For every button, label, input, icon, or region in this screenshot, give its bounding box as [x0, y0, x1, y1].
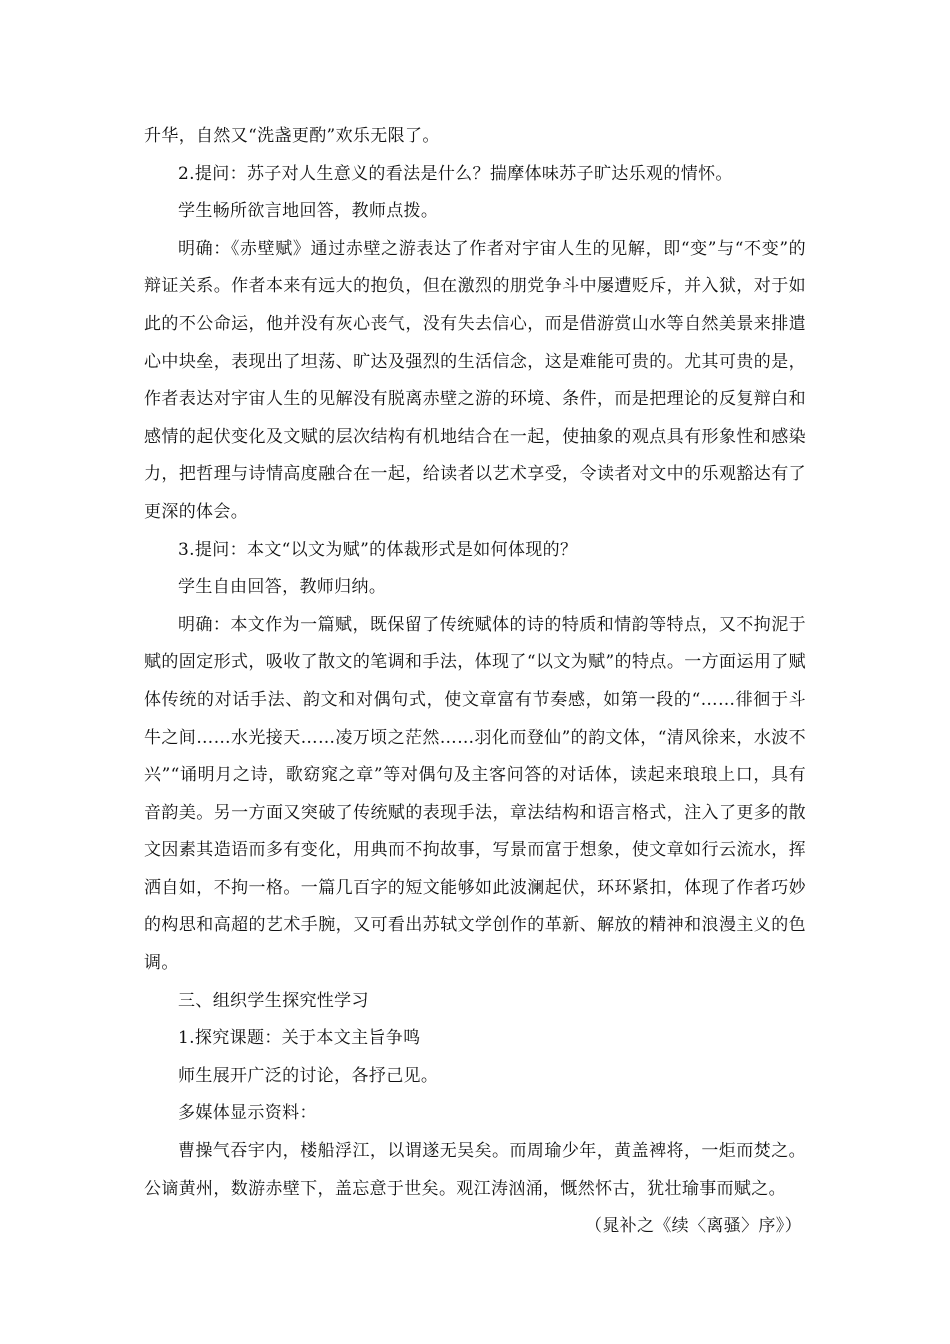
question-2: 2.提问：苏子对人生意义的看法是什么？揣摩体味苏子旷达乐观的情怀。	[178, 163, 733, 184]
answer-2: 明确：《赤壁赋》通过赤壁之游表达了作者对宇宙人生的见解，即“变”与“不变”的辩证关系。作者本来有远大的抱负，但在激烈的朋党争斗中屡遭贬斥，并入狱，对于如此的不公命运，他并没有灰心丧气，没有失去信心，而是借游赏山水等自然美景来排遣心中块垒，表现出了坦荡、旷达及强烈的生活信念，这是难能可贵的。尤其可贵的是，作者表达对宇宙人生的见解没有脱离赤壁之游的环境、条件，而是把理论的反复辩白和感情的起伏变化及文赋的层次结构有机地结合在一起，使抽象的观点具有形象性和感染力，把哲理与诗情高度融合在一起，给读者以艺术享受，令读者对文中的乐观豁达有了更深的体会。	[144, 238, 806, 522]
answer-3: 明确：本文作为一篇赋，既保留了传统赋体的诗的特质和情韵等特点，又不拘泥于赋的固定形式，吸收了散文的笔调和手法，体现了“以文为赋”的特点。一方面运用了赋体传统的对话手法、韵文和对偶句式，使文章富有节奏感，如第一段的“……徘徊于斗牛之间……水光接天……凌万顷之茫然……羽化而登仙”的韵文体，“清风徐来，水波不兴”“诵明月之诗，歌窈窕之章”等对偶句及主客问答的对话体，读起来琅琅上口，具有音韵美。另一方面又突破了传统赋的表现手法，章法结构和语言格式，注入了更多的散文因素其造语而多有变化，用典而不拘故事，写景而富于想象，使文章如行云流水，挥洒自如，不拘一格。一篇几百字的短文能够如此波澜起伏，环环紧扣，体现了作者巧妙的构思和高超的艺术手腕，又可看出苏轼文学创作的革新、解放的精神和浪漫主义的色调。	[144, 614, 806, 974]
multimedia-label: 多媒体显示资料：	[178, 1103, 317, 1124]
student-response-3: 学生自由回答，教师归纳。	[178, 577, 387, 598]
discussion-note: 师生展开广泛的讨论，各抒己见。	[178, 1065, 439, 1086]
quoted-material: 曹操气吞宇内，楼船浮江，以谓遂无吴矣。而周瑜少年，黄盖裨将，一炬而焚之。公谪黄州，数游赤壁下，盖忘意于世矣。观江涛汹涌，慨然怀古，犹壮瑜事而赋之。	[144, 1141, 806, 1199]
inquiry-topic-1: 1.探究课题：关于本文主旨争鸣	[178, 1028, 421, 1049]
citation: （晁补之《续〈离骚〉序》）	[584, 1216, 802, 1237]
student-response-2: 学生畅所欲言地回答，教师点拨。	[178, 201, 439, 222]
paragraph-continuation: 升华，自然又“洗盏更酌”欢乐无限了。	[144, 126, 440, 146]
question-3: 3.提问：本文“以文为赋”的体裁形式是如何体现的？	[178, 539, 578, 560]
document-page	[144, 118, 806, 1246]
section-heading-3: 三、组织学生探究性学习	[178, 990, 369, 1011]
